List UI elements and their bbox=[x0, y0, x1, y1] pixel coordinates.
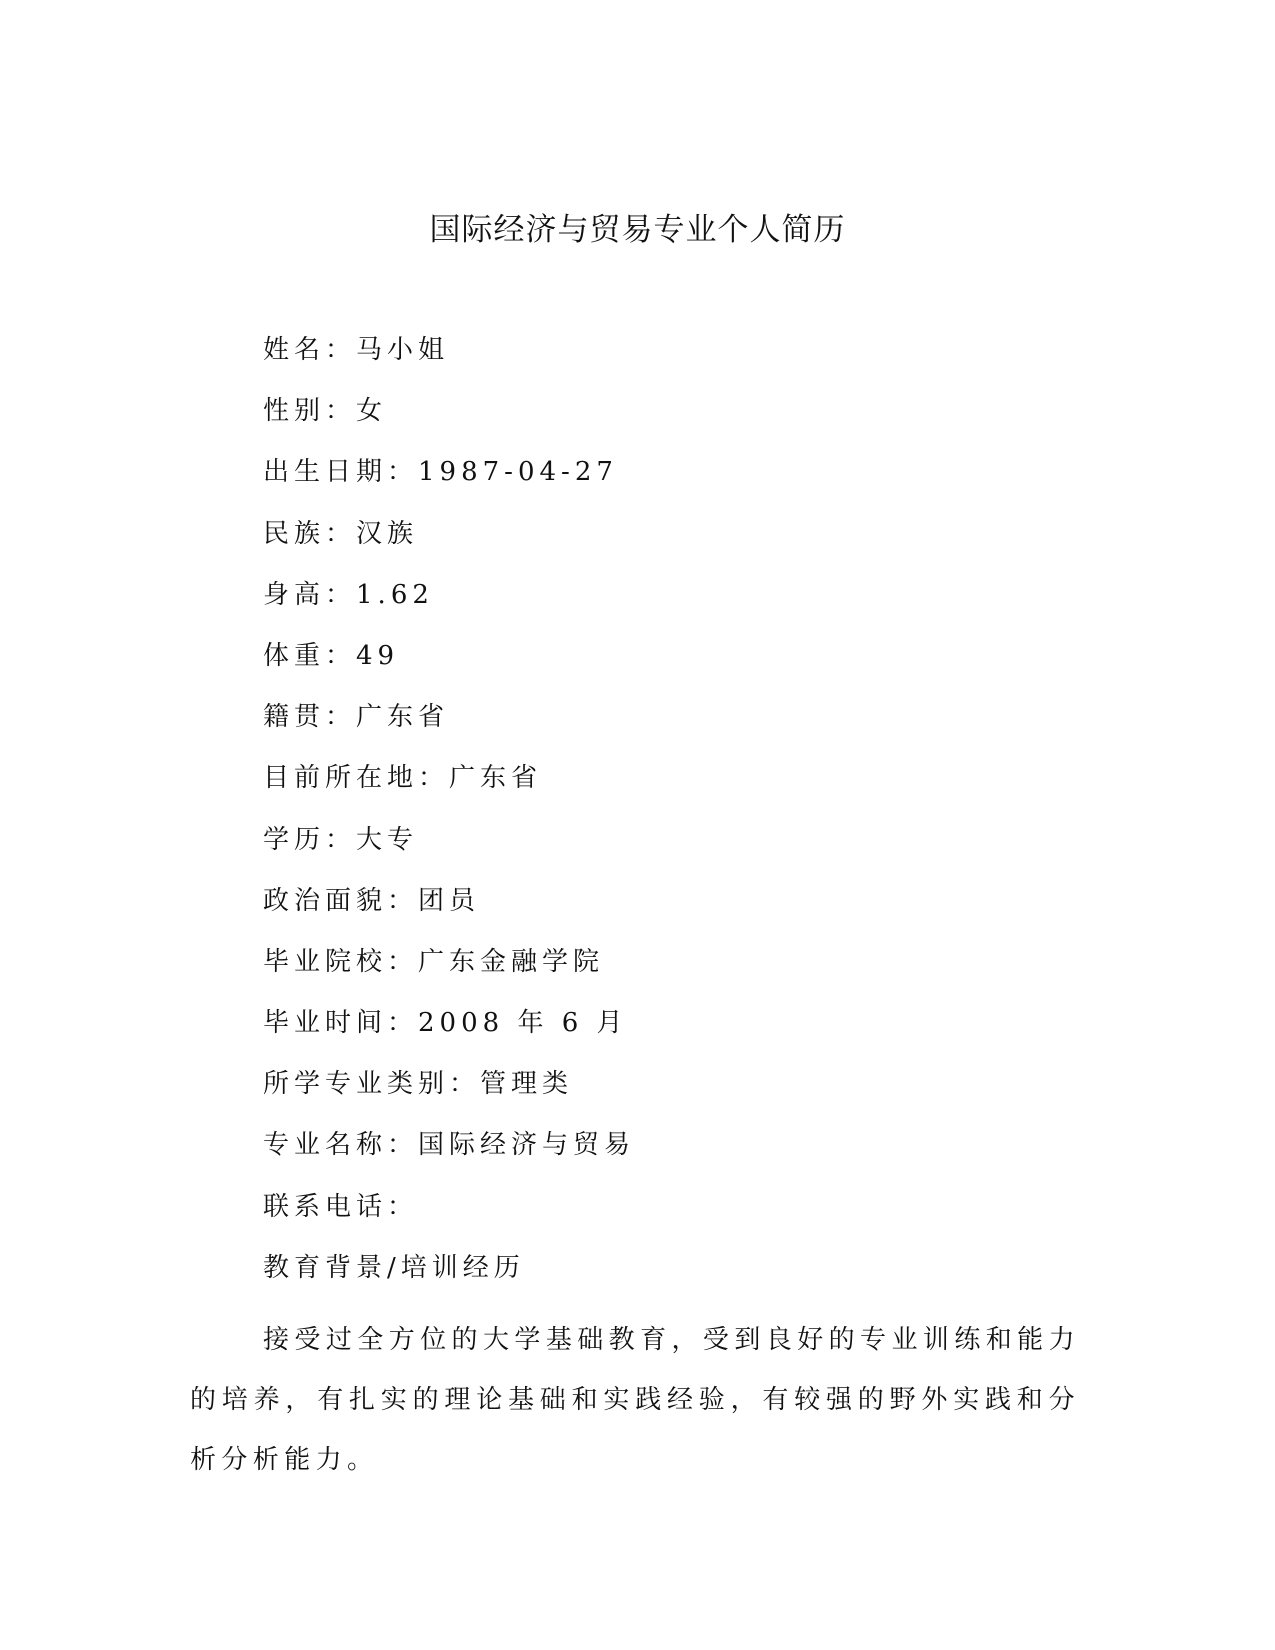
field-label: 目前所在地： bbox=[263, 763, 450, 794]
education-heading: 教育背景/培训经历 bbox=[263, 1253, 525, 1283]
field-label: 体重： bbox=[263, 640, 357, 671]
field-native-place bbox=[263, 699, 635, 760]
field-current-location bbox=[263, 760, 635, 821]
field-label: 学历： bbox=[263, 824, 357, 855]
document-title: 国际经济与贸易专业个人简历 bbox=[429, 212, 846, 248]
field-school bbox=[263, 944, 635, 1005]
field-value: 1.62 bbox=[356, 579, 434, 610]
field-value: 1987-04-27 bbox=[418, 457, 618, 488]
field-ethnicity bbox=[263, 516, 635, 577]
field-value: 广东省 bbox=[356, 702, 450, 733]
field-major-category bbox=[263, 1066, 635, 1127]
field-value: 汉族 bbox=[356, 518, 419, 549]
field-birth-date bbox=[263, 454, 635, 515]
field-value: 团员 bbox=[418, 885, 481, 916]
field-value: 广东省 bbox=[449, 763, 543, 794]
field-label: 联系电话： bbox=[263, 1191, 419, 1222]
field-value: 广东金融学院 bbox=[418, 946, 605, 977]
field-name bbox=[263, 332, 635, 393]
field-label: 民族： bbox=[263, 518, 357, 549]
personal-info-list bbox=[263, 332, 635, 1250]
field-label: 身高： bbox=[263, 579, 357, 610]
field-education-level bbox=[263, 822, 635, 883]
field-value: 国际经济与贸易 bbox=[418, 1130, 636, 1161]
field-value: 马小姐 bbox=[356, 335, 450, 365]
field-label: 毕业时间： bbox=[263, 1008, 419, 1039]
field-value: 大专 bbox=[356, 824, 419, 855]
field-phone bbox=[263, 1189, 635, 1250]
field-value: 49 bbox=[356, 640, 400, 671]
field-label: 出生日期： bbox=[263, 457, 419, 488]
field-height bbox=[263, 577, 635, 638]
field-weight bbox=[263, 638, 635, 699]
field-label: 籍贯： bbox=[263, 702, 357, 733]
field-value: 2008 年 6 月 bbox=[418, 1008, 628, 1039]
field-political-status bbox=[263, 883, 635, 944]
field-label: 姓名： bbox=[263, 335, 357, 365]
field-label: 政治面貌： bbox=[263, 885, 419, 916]
field-graduation-time bbox=[263, 1005, 635, 1066]
field-label: 毕业院校： bbox=[263, 946, 419, 977]
field-gender bbox=[263, 393, 635, 454]
field-label: 所学专业类别： bbox=[263, 1069, 481, 1100]
field-major-name bbox=[263, 1127, 635, 1188]
field-label: 专业名称： bbox=[263, 1130, 419, 1161]
field-value: 女 bbox=[356, 396, 388, 427]
education-paragraph: 接受过全方位的大学基础教育，受到良好的专业训练和能力的培养，有扎实的理论基础和实践经验，有较强的野外实践和分析分析能力。 bbox=[190, 1325, 1080, 1475]
field-label: 性别： bbox=[263, 396, 357, 427]
field-value: 管理类 bbox=[480, 1069, 574, 1100]
